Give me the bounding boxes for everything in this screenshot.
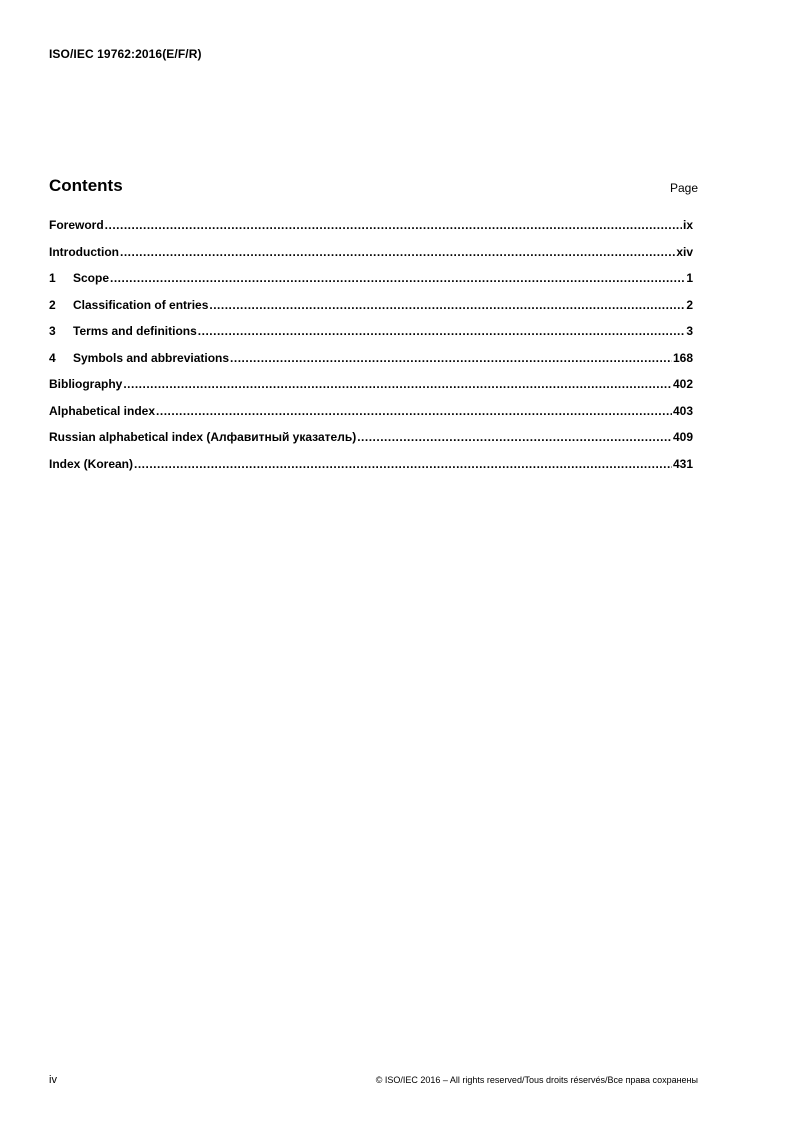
toc-entry-label: Scope (73, 271, 110, 285)
toc-entry-korean-index[interactable] (49, 457, 693, 484)
toc-entry-page: 402 (672, 377, 693, 391)
toc-entry-number: 3 (49, 324, 56, 338)
dot-leader (123, 377, 672, 391)
toc-entry-label: Bibliography (49, 377, 123, 391)
toc-entry-scope[interactable] (49, 271, 693, 298)
dot-leader (357, 430, 672, 444)
toc-entry-label: Index (Korean) (49, 456, 134, 471)
toc-entry-symbols[interactable] (49, 351, 693, 378)
toc-entry-label: Russian alphabetical index (Алфавитный указатель) (49, 430, 357, 444)
dot-leader (105, 218, 682, 232)
toc-entry-page: 2 (686, 297, 693, 312)
toc-entry-alphabetical-index[interactable] (49, 404, 693, 431)
dot-leader (120, 245, 675, 259)
toc-entry-page: ix (682, 218, 693, 232)
dot-leader (156, 404, 672, 418)
toc-entry-page: xiv (676, 244, 693, 259)
document-id: ISO/IEC 19762:2016(E/F/R) (49, 47, 202, 61)
toc-entry-classification[interactable] (49, 298, 693, 325)
toc-entry-bibliography[interactable] (49, 377, 693, 404)
toc-entry-page: 3 (686, 324, 693, 338)
toc-entry-russian-index[interactable] (49, 430, 693, 457)
table-of-contents (49, 218, 693, 483)
page-column-label: Page (669, 181, 698, 195)
toc-entry-foreword[interactable] (49, 218, 693, 245)
contents-heading: Contents (49, 176, 123, 195)
toc-entry-page: 1 (686, 271, 693, 285)
dot-leader (110, 271, 685, 285)
footer-copyright: © ISO/IEC 2016 – All rights reserved/Tous droits réservés/Все права сохранены (375, 1075, 698, 1085)
toc-entry-page: 409 (672, 430, 693, 444)
toc-entry-number: 4 (49, 350, 56, 365)
toc-entry-page: 403 (672, 403, 693, 418)
toc-entry-label: Symbols and abbreviations (73, 350, 230, 365)
dot-leader (209, 298, 685, 312)
dot-leader (134, 457, 672, 471)
toc-entry-introduction[interactable] (49, 245, 693, 272)
dot-leader (230, 351, 672, 365)
toc-entry-label: Alphabetical index (49, 403, 156, 418)
toc-entry-number: 1 (49, 271, 56, 285)
dot-leader (198, 324, 686, 338)
toc-entry-page: 168 (672, 350, 693, 365)
toc-entry-label: Classification of entries (73, 297, 209, 312)
toc-entry-page: 431 (672, 456, 693, 471)
toc-entry-number: 2 (49, 297, 56, 312)
toc-entry-label: Introduction (49, 244, 119, 259)
toc-entry-label: Foreword (49, 218, 104, 232)
toc-entry-terms[interactable] (49, 324, 693, 351)
footer-page-number: iv (49, 1074, 57, 1086)
toc-entry-label: Terms and definitions (73, 324, 197, 338)
